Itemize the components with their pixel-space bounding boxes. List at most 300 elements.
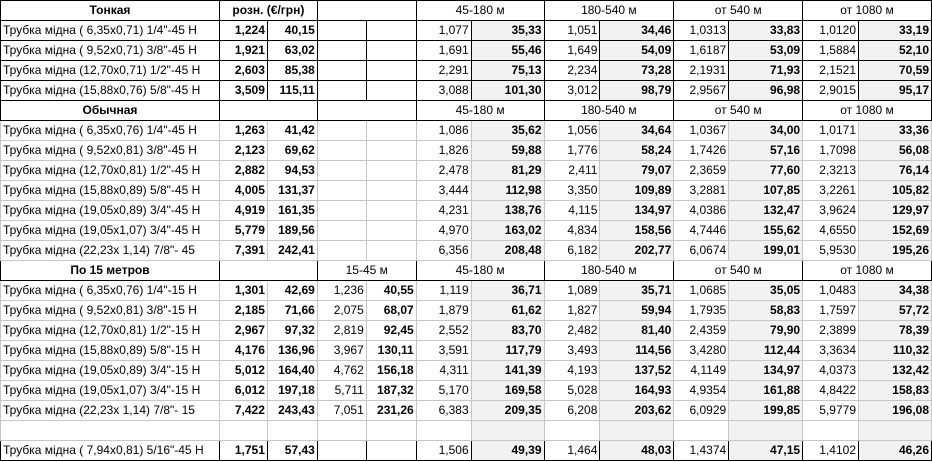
- table-row: [1, 21, 932, 41]
- tier1-uah-cell[interactable]: 141,39: [471, 361, 544, 381]
- tier4-eur-cell[interactable]: 4,8422: [803, 381, 859, 401]
- tier4-uah-cell[interactable]: 56,08: [859, 141, 932, 161]
- tier0-eur-cell[interactable]: [317, 241, 366, 261]
- tier3-eur-cell[interactable]: 1,0313: [674, 21, 729, 41]
- tier3-uah-cell[interactable]: 107,85: [729, 181, 803, 201]
- tier1-uah-cell[interactable]: 59,88: [471, 141, 544, 161]
- retail-eur-cell[interactable]: 7,422: [219, 401, 267, 421]
- tier3-uah-cell[interactable]: 199,85: [729, 401, 803, 421]
- tier1-eur-cell[interactable]: 1,119: [416, 281, 471, 301]
- tier0-eur-cell[interactable]: [317, 161, 366, 181]
- retail-header[interactable]: [219, 101, 317, 121]
- tier4-eur-cell[interactable]: 1,0120: [803, 21, 859, 41]
- retail-eur-cell[interactable]: 5,012: [219, 361, 267, 381]
- tier2-uah-cell[interactable]: 114,56: [600, 341, 674, 361]
- tier0-eur-cell[interactable]: 4,762: [317, 361, 366, 381]
- tier2-uah-cell[interactable]: 59,94: [600, 301, 674, 321]
- blank-row: [1, 421, 932, 441]
- empty-cell[interactable]: [859, 421, 932, 441]
- tier2-eur-cell[interactable]: 1,776: [544, 141, 600, 161]
- tier4-eur-cell[interactable]: 4,6550: [803, 221, 859, 241]
- retail-eur-cell[interactable]: 4,005: [219, 181, 267, 201]
- tier0-uah-cell[interactable]: 40,55: [366, 281, 416, 301]
- product-name-cell[interactable]: Трубка мідна (15,88x0,76) 5/8"-45 Н: [1, 81, 220, 101]
- product-name-cell[interactable]: Трубка мідна ( 9,52x0,81) 3/8"-15 Н: [1, 301, 220, 321]
- tier3-uah-cell[interactable]: 47,15: [729, 441, 803, 461]
- retail-eur-cell[interactable]: 2,123: [219, 141, 267, 161]
- tier4-uah-cell[interactable]: 105,82: [859, 181, 932, 201]
- tier4-uah-cell[interactable]: 46,26: [859, 441, 932, 461]
- tier3-eur-cell[interactable]: 3,2881: [674, 181, 729, 201]
- tier4-eur-cell[interactable]: 1,7098: [803, 141, 859, 161]
- tier4-eur-cell[interactable]: 1,0483: [803, 281, 859, 301]
- tier3-uah-cell[interactable]: 33,83: [729, 21, 803, 41]
- retail-eur-cell[interactable]: 2,603: [219, 61, 267, 81]
- tier1-uah-cell[interactable]: 209,35: [471, 401, 544, 421]
- table-row: [1, 401, 932, 421]
- tier0-uah-cell[interactable]: [366, 121, 416, 141]
- tier3-eur-cell[interactable]: 6,0929: [674, 401, 729, 421]
- table-row: [1, 361, 932, 381]
- tier1-uah-cell[interactable]: 75,13: [471, 61, 544, 81]
- tier1-eur-cell[interactable]: 4,311: [416, 361, 471, 381]
- tier4-eur-cell[interactable]: 2,3213: [803, 161, 859, 181]
- tier2-eur-cell[interactable]: 1,089: [544, 281, 600, 301]
- retail-uah-cell[interactable]: 71,66: [267, 301, 317, 321]
- empty-cell[interactable]: [267, 421, 317, 441]
- retail-header[interactable]: [219, 261, 317, 281]
- retail-eur-cell[interactable]: 2,882: [219, 161, 267, 181]
- tier0-eur-cell[interactable]: 7,051: [317, 401, 366, 421]
- tier0-uah-cell[interactable]: [366, 181, 416, 201]
- product-name-cell[interactable]: Трубка мідна (12,70x0,81) 1/2"-15 Н: [1, 321, 220, 341]
- tier2-uah-cell[interactable]: 48,03: [600, 441, 674, 461]
- tier3-eur-cell[interactable]: 3,4280: [674, 341, 729, 361]
- retail-uah-cell[interactable]: 40,15: [267, 21, 317, 41]
- tier3-uah-cell[interactable]: 112,44: [729, 341, 803, 361]
- tier0-uah-cell[interactable]: [366, 221, 416, 241]
- table-row: [1, 221, 932, 241]
- tier1-eur-cell[interactable]: 3,591: [416, 341, 471, 361]
- retail-uah-cell[interactable]: 85,38: [267, 61, 317, 81]
- tier4-eur-cell[interactable]: 4,0373: [803, 361, 859, 381]
- product-name-cell[interactable]: Трубка мідна ( 6,35x0,76) 1/4"-45 Н: [1, 121, 220, 141]
- product-name-cell[interactable]: Трубка мідна (15,88x0,89) 5/8"-15 Н: [1, 341, 220, 361]
- tier-header[interactable]: 45-180 м: [416, 101, 544, 121]
- tier3-uah-cell[interactable]: 34,00: [729, 121, 803, 141]
- retail-eur-cell[interactable]: 4,176: [219, 341, 267, 361]
- tier3-eur-cell[interactable]: 4,9354: [674, 381, 729, 401]
- product-name-cell[interactable]: Трубка мідна (15,88x0,89) 5/8"-45 Н: [1, 181, 220, 201]
- tier3-uah-cell[interactable]: 161,88: [729, 381, 803, 401]
- tier4-eur-cell[interactable]: 2,1521: [803, 61, 859, 81]
- product-name-cell[interactable]: Трубка мідна ( 7,94x0,81) 5/16"-45 Н: [1, 441, 220, 461]
- retail-uah-cell[interactable]: 41,42: [267, 121, 317, 141]
- tier3-eur-cell[interactable]: 2,4359: [674, 321, 729, 341]
- tier3-eur-cell[interactable]: 1,7935: [674, 301, 729, 321]
- product-name-cell[interactable]: Трубка мідна (19,05x0,89) 3/4"-15 Н: [1, 361, 220, 381]
- retail-header[interactable]: розн. (€/грн): [219, 1, 317, 21]
- section-header-row: [1, 261, 932, 281]
- retail-uah-cell[interactable]: 243,43: [267, 401, 317, 421]
- tier2-eur-cell[interactable]: 1,649: [544, 41, 600, 61]
- tier1-eur-cell[interactable]: 6,383: [416, 401, 471, 421]
- tier-header[interactable]: 45-180 м: [416, 261, 544, 281]
- tier0-uah-cell[interactable]: 231,26: [366, 401, 416, 421]
- tier0-uah-cell[interactable]: 156,18: [366, 361, 416, 381]
- table-row: [1, 441, 932, 461]
- retail-eur-cell[interactable]: 1,301: [219, 281, 267, 301]
- section-header-row: [1, 101, 932, 121]
- tier-header[interactable]: 180-540 м: [544, 1, 674, 21]
- retail-uah-cell[interactable]: 164,40: [267, 361, 317, 381]
- tier0-eur-cell[interactable]: [317, 21, 366, 41]
- tier3-eur-cell[interactable]: 2,1931: [674, 61, 729, 81]
- tier2-uah-cell[interactable]: 134,97: [600, 201, 674, 221]
- tier-header[interactable]: от 540 м: [674, 101, 803, 121]
- tier0-uah-cell[interactable]: 187,32: [366, 381, 416, 401]
- tier-header[interactable]: от 540 м: [674, 1, 803, 21]
- tier4-eur-cell[interactable]: 1,5884: [803, 41, 859, 61]
- tier4-uah-cell[interactable]: 70,59: [859, 61, 932, 81]
- retail-uah-cell[interactable]: 57,43: [267, 441, 317, 461]
- tier2-eur-cell[interactable]: 1,464: [544, 441, 600, 461]
- retail-uah-cell[interactable]: 42,69: [267, 281, 317, 301]
- tier3-eur-cell[interactable]: 1,4374: [674, 441, 729, 461]
- tier2-uah-cell[interactable]: 81,40: [600, 321, 674, 341]
- empty-cell[interactable]: [544, 421, 600, 441]
- tier2-uah-cell[interactable]: 164,93: [600, 381, 674, 401]
- tier2-uah-cell[interactable]: 34,64: [600, 121, 674, 141]
- tier3-uah-cell[interactable]: 96,98: [729, 81, 803, 101]
- tier3-eur-cell[interactable]: 6,0674: [674, 241, 729, 261]
- tier2-eur-cell[interactable]: 6,182: [544, 241, 600, 261]
- tier1-eur-cell[interactable]: 2,478: [416, 161, 471, 181]
- small-tier-header[interactable]: [317, 101, 416, 121]
- product-name-cell[interactable]: Трубка мідна (22,23x 1,14) 7/8"- 45: [1, 241, 220, 261]
- tier0-eur-cell[interactable]: [317, 141, 366, 161]
- tier3-eur-cell[interactable]: 2,9567: [674, 81, 729, 101]
- tier-header[interactable]: от 1080 м: [803, 1, 932, 21]
- tier4-uah-cell[interactable]: 196,08: [859, 401, 932, 421]
- tier1-eur-cell[interactable]: 1,826: [416, 141, 471, 161]
- tier1-uah-cell[interactable]: 49,39: [471, 441, 544, 461]
- tier-header[interactable]: от 1080 м: [803, 101, 932, 121]
- tier0-eur-cell[interactable]: 5,711: [317, 381, 366, 401]
- tier4-uah-cell[interactable]: 152,69: [859, 221, 932, 241]
- tier0-eur-cell[interactable]: [317, 181, 366, 201]
- tier1-uah-cell[interactable]: 208,48: [471, 241, 544, 261]
- tier1-uah-cell[interactable]: 117,79: [471, 341, 544, 361]
- tier1-uah-cell[interactable]: 55,46: [471, 41, 544, 61]
- retail-uah-cell[interactable]: 115,11: [267, 81, 317, 101]
- retail-eur-cell[interactable]: 1,751: [219, 441, 267, 461]
- retail-eur-cell[interactable]: 4,919: [219, 201, 267, 221]
- tier1-uah-cell[interactable]: 112,98: [471, 181, 544, 201]
- tier1-eur-cell[interactable]: 2,291: [416, 61, 471, 81]
- tier0-uah-cell[interactable]: [366, 441, 416, 461]
- tier0-eur-cell[interactable]: [317, 81, 366, 101]
- tier3-uah-cell[interactable]: 134,97: [729, 361, 803, 381]
- product-name-cell[interactable]: Трубка мідна ( 6,35x0,76) 1/4"-15 Н: [1, 281, 220, 301]
- tier2-uah-cell[interactable]: 158,56: [600, 221, 674, 241]
- retail-uah-cell[interactable]: 131,37: [267, 181, 317, 201]
- table-row: [1, 301, 932, 321]
- tier-header[interactable]: от 1080 м: [803, 261, 932, 281]
- tier-header[interactable]: 180-540 м: [544, 101, 674, 121]
- tier0-eur-cell[interactable]: [317, 441, 366, 461]
- tier4-uah-cell[interactable]: 195,26: [859, 241, 932, 261]
- tier4-uah-cell[interactable]: 132,42: [859, 361, 932, 381]
- empty-cell[interactable]: [366, 421, 416, 441]
- tier2-uah-cell[interactable]: 34,46: [600, 21, 674, 41]
- tier3-uah-cell[interactable]: 58,83: [729, 301, 803, 321]
- retail-eur-cell[interactable]: 7,391: [219, 241, 267, 261]
- empty-cell[interactable]: [416, 421, 471, 441]
- table-row: [1, 61, 932, 81]
- tier1-uah-cell[interactable]: 138,76: [471, 201, 544, 221]
- tier0-uah-cell[interactable]: [366, 201, 416, 221]
- empty-cell[interactable]: [803, 421, 859, 441]
- tier0-eur-cell[interactable]: [317, 121, 366, 141]
- tier4-eur-cell[interactable]: 3,3634: [803, 341, 859, 361]
- tier4-uah-cell[interactable]: 95,17: [859, 81, 932, 101]
- tier4-eur-cell[interactable]: 1,4102: [803, 441, 859, 461]
- tier0-eur-cell[interactable]: 2,075: [317, 301, 366, 321]
- tier3-uah-cell[interactable]: 71,93: [729, 61, 803, 81]
- retail-eur-cell[interactable]: 6,012: [219, 381, 267, 401]
- retail-uah-cell[interactable]: 94,53: [267, 161, 317, 181]
- tier0-eur-cell[interactable]: [317, 41, 366, 61]
- tier2-uah-cell[interactable]: 35,71: [600, 281, 674, 301]
- tier0-eur-cell[interactable]: 2,819: [317, 321, 366, 341]
- tier2-uah-cell[interactable]: 73,28: [600, 61, 674, 81]
- tier2-eur-cell[interactable]: 2,234: [544, 61, 600, 81]
- tier1-uah-cell[interactable]: 83,70: [471, 321, 544, 341]
- tier1-uah-cell[interactable]: 35,33: [471, 21, 544, 41]
- tier0-uah-cell[interactable]: 68,07: [366, 301, 416, 321]
- tier3-eur-cell[interactable]: 4,7446: [674, 221, 729, 241]
- tier2-eur-cell[interactable]: 1,056: [544, 121, 600, 141]
- tier0-eur-cell[interactable]: [317, 221, 366, 241]
- tier1-eur-cell[interactable]: 5,170: [416, 381, 471, 401]
- tier2-uah-cell[interactable]: 58,24: [600, 141, 674, 161]
- product-name-cell[interactable]: Трубка мідна ( 6,35x0,71) 1/4"-45 Н: [1, 21, 220, 41]
- table-row: [1, 41, 932, 61]
- tier2-eur-cell[interactable]: 3,493: [544, 341, 600, 361]
- retail-eur-cell[interactable]: 5,779: [219, 221, 267, 241]
- tier1-uah-cell[interactable]: 81,29: [471, 161, 544, 181]
- product-name-cell[interactable]: Трубка мідна (22,23x 1,14) 7/8"- 15: [1, 401, 220, 421]
- tier1-eur-cell[interactable]: 6,356: [416, 241, 471, 261]
- tier0-uah-cell[interactable]: [366, 161, 416, 181]
- tier0-uah-cell[interactable]: [366, 61, 416, 81]
- tier1-eur-cell[interactable]: 1,506: [416, 441, 471, 461]
- tier4-uah-cell[interactable]: 34,38: [859, 281, 932, 301]
- tier1-eur-cell[interactable]: 1,879: [416, 301, 471, 321]
- retail-eur-cell[interactable]: 1,263: [219, 121, 267, 141]
- tier2-eur-cell[interactable]: 1,827: [544, 301, 600, 321]
- retail-uah-cell[interactable]: 189,56: [267, 221, 317, 241]
- tier2-uah-cell[interactable]: 203,62: [600, 401, 674, 421]
- retail-uah-cell[interactable]: 136,96: [267, 341, 317, 361]
- tier1-eur-cell[interactable]: 3,088: [416, 81, 471, 101]
- tier0-uah-cell[interactable]: 92,45: [366, 321, 416, 341]
- empty-cell[interactable]: [219, 421, 267, 441]
- tier0-uah-cell[interactable]: [366, 41, 416, 61]
- tier3-uah-cell[interactable]: 79,90: [729, 321, 803, 341]
- tier1-eur-cell[interactable]: 3,444: [416, 181, 471, 201]
- tier4-eur-cell[interactable]: 5,9530: [803, 241, 859, 261]
- tier2-uah-cell[interactable]: 137,52: [600, 361, 674, 381]
- tier1-eur-cell[interactable]: 2,552: [416, 321, 471, 341]
- tier2-eur-cell[interactable]: 4,115: [544, 201, 600, 221]
- tier4-uah-cell[interactable]: 129,97: [859, 201, 932, 221]
- tier4-uah-cell[interactable]: 76,14: [859, 161, 932, 181]
- tier3-eur-cell[interactable]: 4,0386: [674, 201, 729, 221]
- table-row: [1, 341, 932, 361]
- tier4-uah-cell[interactable]: 110,32: [859, 341, 932, 361]
- retail-eur-cell[interactable]: 2,185: [219, 301, 267, 321]
- product-name-cell[interactable]: Трубка мідна ( 9,52x0,71) 3/8"-45 Н: [1, 41, 220, 61]
- tier0-uah-cell[interactable]: [366, 241, 416, 261]
- empty-cell[interactable]: [1, 421, 220, 441]
- tier3-uah-cell[interactable]: 199,01: [729, 241, 803, 261]
- small-tier-header[interactable]: [317, 1, 416, 21]
- product-name-cell[interactable]: Трубка мідна (19,05x1,07) 3/4"-15 Н: [1, 381, 220, 401]
- table-row: [1, 281, 932, 301]
- tier2-eur-cell[interactable]: 4,834: [544, 221, 600, 241]
- tier3-uah-cell[interactable]: 57,16: [729, 141, 803, 161]
- empty-cell[interactable]: [674, 421, 729, 441]
- tier2-uah-cell[interactable]: 109,89: [600, 181, 674, 201]
- tier4-uah-cell[interactable]: 33,19: [859, 21, 932, 41]
- tier4-eur-cell[interactable]: 5,9779: [803, 401, 859, 421]
- tier4-eur-cell[interactable]: 1,0171: [803, 121, 859, 141]
- tier1-eur-cell[interactable]: 4,231: [416, 201, 471, 221]
- tier1-uah-cell[interactable]: 35,62: [471, 121, 544, 141]
- tier2-eur-cell[interactable]: 4,193: [544, 361, 600, 381]
- empty-cell[interactable]: [317, 421, 366, 441]
- tier0-eur-cell[interactable]: 3,967: [317, 341, 366, 361]
- tier4-eur-cell[interactable]: 1,7597: [803, 301, 859, 321]
- tier-header[interactable]: от 540 м: [674, 261, 803, 281]
- tier0-uah-cell[interactable]: [366, 141, 416, 161]
- table-row: [1, 201, 932, 221]
- tier1-uah-cell[interactable]: 169,58: [471, 381, 544, 401]
- table-row: [1, 381, 932, 401]
- product-name-cell[interactable]: Трубка мідна (19,05x0,89) 3/4"-45 Н: [1, 201, 220, 221]
- tier3-eur-cell[interactable]: 4,1149: [674, 361, 729, 381]
- product-name-cell[interactable]: Трубка мідна (19,05x1,07) 3/4"-45 Н: [1, 221, 220, 241]
- empty-cell[interactable]: [729, 421, 803, 441]
- tier1-uah-cell[interactable]: 101,30: [471, 81, 544, 101]
- tier4-uah-cell[interactable]: 158,83: [859, 381, 932, 401]
- tier-header[interactable]: 45-180 м: [416, 1, 544, 21]
- tier4-eur-cell[interactable]: 2,3899: [803, 321, 859, 341]
- table-row: [1, 141, 932, 161]
- tier2-uah-cell[interactable]: 202,77: [600, 241, 674, 261]
- tier-header[interactable]: 180-540 м: [544, 261, 674, 281]
- product-name-cell[interactable]: Трубка мідна (12,70x0,71) 1/2"-45 Н: [1, 61, 220, 81]
- retail-uah-cell[interactable]: 242,41: [267, 241, 317, 261]
- tier2-eur-cell[interactable]: 6,208: [544, 401, 600, 421]
- table-row: [1, 181, 932, 201]
- retail-eur-cell[interactable]: 3,509: [219, 81, 267, 101]
- product-name-cell[interactable]: Трубка мідна (12,70x0,81) 1/2"-45 Н: [1, 161, 220, 181]
- retail-uah-cell[interactable]: 63,02: [267, 41, 317, 61]
- tier1-eur-cell[interactable]: 1,086: [416, 121, 471, 141]
- retail-uah-cell[interactable]: 97,32: [267, 321, 317, 341]
- section-title[interactable]: Обычная: [1, 101, 220, 121]
- tier4-eur-cell[interactable]: 2,9015: [803, 81, 859, 101]
- tier0-eur-cell[interactable]: [317, 61, 366, 81]
- tier2-uah-cell[interactable]: 54,09: [600, 41, 674, 61]
- table-row: [1, 321, 932, 341]
- tier3-eur-cell[interactable]: 1,7426: [674, 141, 729, 161]
- tier3-uah-cell[interactable]: 77,60: [729, 161, 803, 181]
- tier1-eur-cell[interactable]: 1,691: [416, 41, 471, 61]
- tier3-eur-cell[interactable]: 1,6187: [674, 41, 729, 61]
- tier4-uah-cell[interactable]: 78,39: [859, 321, 932, 341]
- tier0-uah-cell[interactable]: 130,11: [366, 341, 416, 361]
- tier0-uah-cell[interactable]: [366, 81, 416, 101]
- retail-uah-cell[interactable]: 161,35: [267, 201, 317, 221]
- tier2-eur-cell[interactable]: 3,012: [544, 81, 600, 101]
- tier4-uah-cell[interactable]: 52,10: [859, 41, 932, 61]
- retail-uah-cell[interactable]: 69,62: [267, 141, 317, 161]
- tier1-uah-cell[interactable]: 163,02: [471, 221, 544, 241]
- section-title[interactable]: По 15 метров: [1, 261, 220, 281]
- tier3-uah-cell[interactable]: 53,09: [729, 41, 803, 61]
- tier3-uah-cell[interactable]: 132,47: [729, 201, 803, 221]
- tier3-eur-cell[interactable]: 1,0367: [674, 121, 729, 141]
- empty-cell[interactable]: [600, 421, 674, 441]
- tier1-uah-cell[interactable]: 61,62: [471, 301, 544, 321]
- tier0-uah-cell[interactable]: [366, 21, 416, 41]
- retail-uah-cell[interactable]: 197,18: [267, 381, 317, 401]
- tier4-eur-cell[interactable]: 3,2261: [803, 181, 859, 201]
- tier2-uah-cell[interactable]: 98,79: [600, 81, 674, 101]
- tier4-eur-cell[interactable]: 3,9624: [803, 201, 859, 221]
- tier2-eur-cell[interactable]: 3,350: [544, 181, 600, 201]
- retail-eur-cell[interactable]: 2,967: [219, 321, 267, 341]
- section-title[interactable]: Тонкая: [1, 1, 220, 21]
- tier2-eur-cell[interactable]: 2,411: [544, 161, 600, 181]
- tier3-uah-cell[interactable]: 35,05: [729, 281, 803, 301]
- tier2-eur-cell[interactable]: 2,482: [544, 321, 600, 341]
- retail-eur-cell[interactable]: 1,224: [219, 21, 267, 41]
- tier2-uah-cell[interactable]: 79,07: [600, 161, 674, 181]
- tier0-eur-cell[interactable]: 1,236: [317, 281, 366, 301]
- tier3-eur-cell[interactable]: 2,3659: [674, 161, 729, 181]
- tier3-eur-cell[interactable]: 1,0685: [674, 281, 729, 301]
- tier1-eur-cell[interactable]: 1,077: [416, 21, 471, 41]
- tier4-uah-cell[interactable]: 33,36: [859, 121, 932, 141]
- tier0-eur-cell[interactable]: [317, 201, 366, 221]
- empty-cell[interactable]: [471, 421, 544, 441]
- tier2-eur-cell[interactable]: 1,051: [544, 21, 600, 41]
- tier1-uah-cell[interactable]: 36,71: [471, 281, 544, 301]
- tier2-eur-cell[interactable]: 5,028: [544, 381, 600, 401]
- tier4-uah-cell[interactable]: 57,72: [859, 301, 932, 321]
- product-name-cell[interactable]: Трубка мідна ( 9,52x0,81) 3/8"-45 Н: [1, 141, 220, 161]
- section-header-row: [1, 1, 932, 21]
- tier3-uah-cell[interactable]: 155,62: [729, 221, 803, 241]
- retail-eur-cell[interactable]: 1,921: [219, 41, 267, 61]
- tier1-eur-cell[interactable]: 4,970: [416, 221, 471, 241]
- small-tier-header[interactable]: 15-45 м: [317, 261, 416, 281]
